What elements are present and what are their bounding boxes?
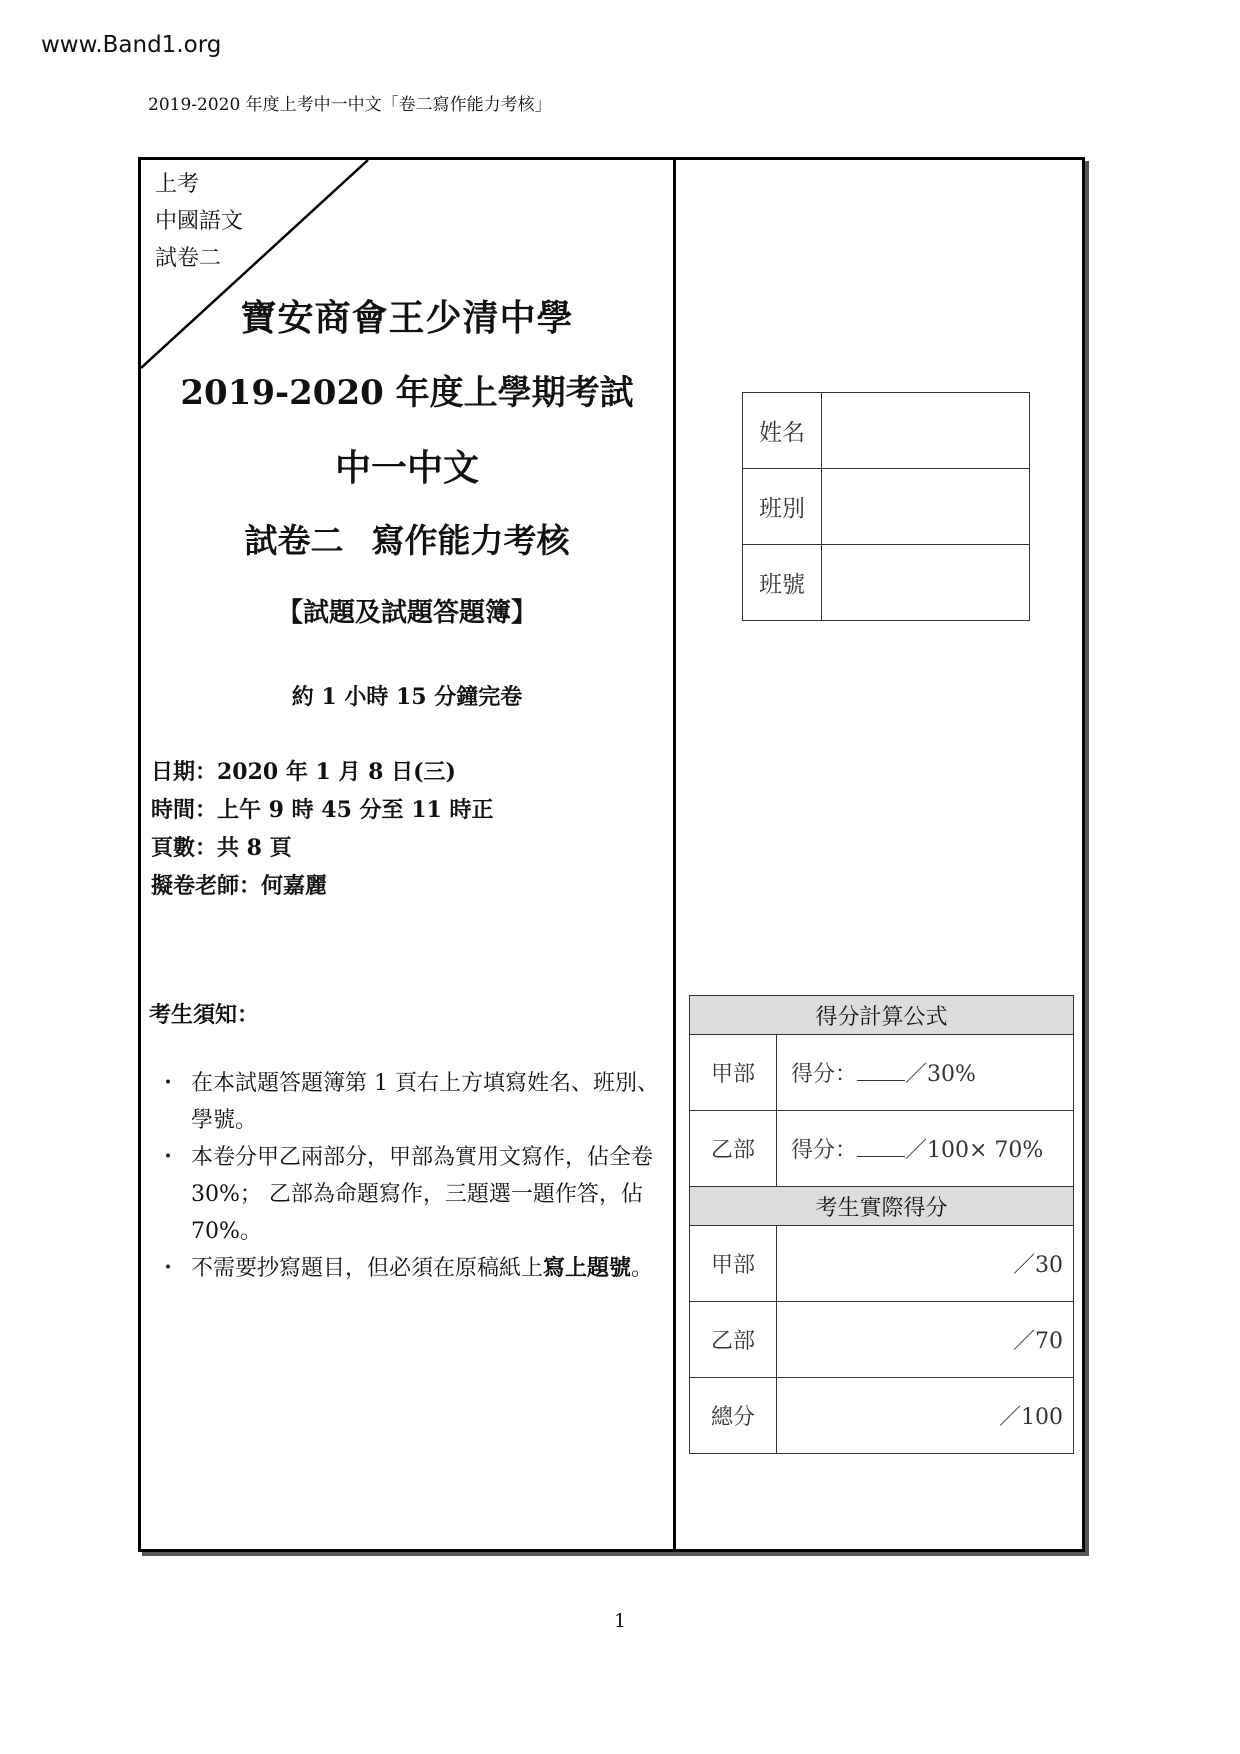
- actual-part-a-max[interactable]: ／30: [777, 1226, 1074, 1302]
- corner-label-line3: 試卷二: [155, 246, 222, 271]
- corner-label-line2: 中國語文: [155, 209, 244, 234]
- exam-title: 2019-2020 年度上學期考試: [180, 373, 634, 413]
- column-divider: [673, 160, 676, 1549]
- bullet: ・: [157, 1145, 180, 1170]
- notice-item-emphasis: 寫上題號: [543, 1255, 632, 1281]
- notice-item: [151, 1250, 661, 1287]
- notice-item-end: 。: [631, 1256, 654, 1281]
- notice-item-text: 在本試題答題簿第 1 頁右上方填寫姓名、班別、學號。: [191, 1071, 659, 1133]
- formula-a-text: ／30%: [905, 1062, 976, 1087]
- formula-b-text: ／100× 70%: [905, 1138, 1044, 1163]
- formula-part-a-label: 甲部: [690, 1035, 777, 1111]
- exam-time: 時間：上午 9 時 45 分至 11 時正: [151, 797, 494, 823]
- notice-item: [151, 1139, 661, 1250]
- actual-part-b-label: 乙部: [690, 1302, 777, 1378]
- booklet-label: 【試題及試題答題簿】: [276, 598, 537, 628]
- watermark: www.Band1.org: [41, 32, 222, 58]
- name-label: 姓名: [743, 393, 822, 469]
- school-name: 寶安商會王少清中學: [240, 297, 574, 339]
- notice-list: [151, 1065, 661, 1287]
- score-label: 得分：: [791, 1062, 858, 1087]
- name-field[interactable]: [822, 393, 1030, 469]
- total-max[interactable]: ／100: [777, 1378, 1074, 1454]
- formula-part-b: [777, 1111, 1074, 1187]
- notice-item: [151, 1065, 661, 1139]
- notice-item-text: 本卷分甲乙兩部分，甲部為實用文寫作，佔全卷 30%； 乙部為命題寫作，三題選一題作答，佔 70%。: [191, 1145, 654, 1244]
- formula-part-a: [777, 1035, 1074, 1111]
- actual-score-heading: 考生實際得分: [690, 1187, 1074, 1226]
- exam-info: [151, 753, 494, 905]
- subject-title: 中一中文: [334, 447, 479, 489]
- formula-heading: 得分計算公式: [690, 996, 1074, 1035]
- formula-part-b-label: 乙部: [690, 1111, 777, 1187]
- class-field[interactable]: [822, 469, 1030, 545]
- number-field[interactable]: [822, 545, 1030, 621]
- student-info-table: [742, 392, 1030, 621]
- bullet: ・: [157, 1256, 180, 1281]
- number-label: 班號: [743, 545, 822, 621]
- page-count: 頁數：共 8 頁: [151, 835, 292, 861]
- exam-duration: 約 1 小時 15 分鐘完卷: [291, 684, 523, 710]
- paper-setter: 擬卷老師：何嘉麗: [151, 873, 328, 899]
- score-blank[interactable]: [857, 1066, 905, 1081]
- actual-part-a-label: 甲部: [690, 1226, 777, 1302]
- score-label: 得分：: [791, 1138, 858, 1163]
- notice-title: 考生須知：: [149, 1002, 260, 1028]
- score-blank[interactable]: [857, 1142, 905, 1157]
- total-label: 總分: [690, 1378, 777, 1454]
- cover-frame: [138, 157, 1085, 1552]
- notice-item-text: 不需要抄寫題目，但必須在原稿紙上: [191, 1256, 544, 1281]
- actual-part-b-max[interactable]: ／70: [777, 1302, 1074, 1378]
- class-label: 班別: [743, 469, 822, 545]
- score-table: [689, 995, 1074, 1454]
- paper-title: [141, 515, 673, 562]
- running-header: 2019-2020 年度上考中一中文「卷二寫作能力考核」: [148, 95, 552, 115]
- corner-label-line1: 上考: [155, 172, 200, 197]
- paper-name: 寫作能力考核: [371, 521, 570, 560]
- exam-date: 日期：2020 年 1 月 8 日(三): [151, 759, 456, 785]
- paper-number: 試卷二: [244, 521, 344, 560]
- corner-labels: [155, 166, 243, 277]
- bullet: ・: [157, 1071, 180, 1096]
- page-number: 1: [613, 1610, 627, 1632]
